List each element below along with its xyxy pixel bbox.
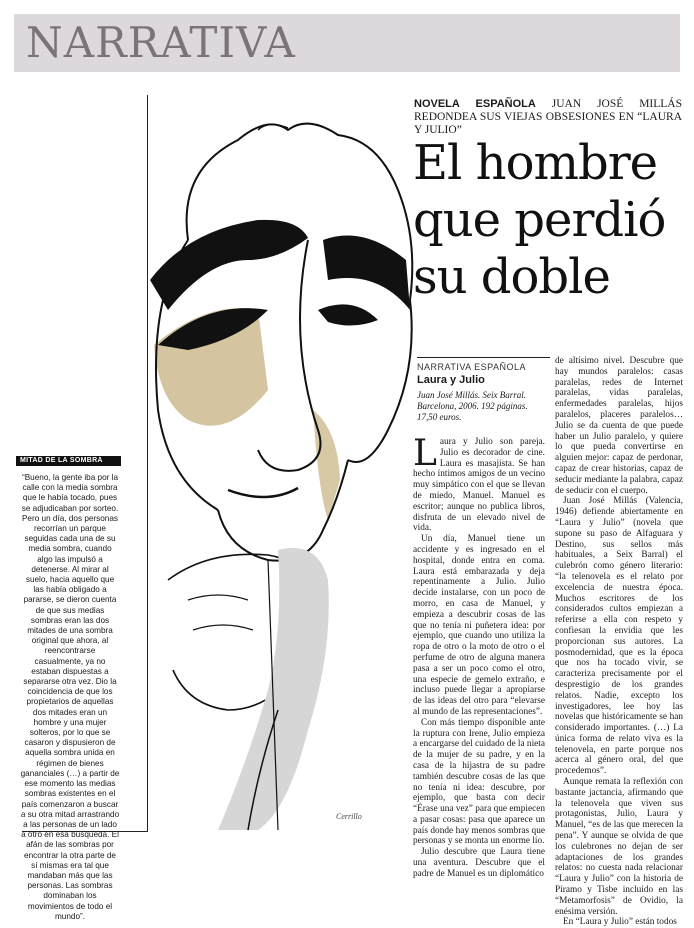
infobox-rule	[417, 357, 550, 358]
headline	[413, 135, 688, 306]
paragraph: de altísimo nivel. Descubre que hay mundos paralelos: casas paralelas, redes de Internet paralelas, vidas paralelas, enfermedades paralelas, hijos paralelos, placeres paralelos… Julio se da cuenta de que puede haber un Julio paralelo, y quiere lo que pueda convertirse en alguien mejor: capaz de perdonar, capaz de crear historias, capaz de seducir mediante la palabra, capaz de seducir con el cuerpo.	[555, 356, 683, 496]
sidebar-quote: “Bueno, la gente iba por la calle con la media sombra que le había tocado, pues se adjudicaban por sorteo. Pero un día, dos personas recorrían un parque seguidas cada una de su media sombra, cuando algo las impulsó a detenerse. Al mirar al suelo, hacia aquello que las había obligado a pararse, se dieron cuenta de que sus medias sombras eran las dos mitades de una sombra original que ahora, al reencontrarse casualmente, ya no estaban dispuestas a separarse otra vez. Dio la coincidencia de que los propietarios de aquellas dos mitades eran un hombre y una mujer solteros, por lo que se casaron y dispusieron de aquella sombra unida en régimen de bienes gananciales (…) a partir de ese momento las medias sombras existentes en el país comenzaron a buscar a su otra mitad arrastrando a las personas de un lado a otro en esa búsqueda. El afán de las sombras por encontrar la otra parte de sí mismas era tal que mandaban más que las personas. Las sombras dominaban los movimientos de todo el mundo”.	[20, 473, 120, 921]
kicker-text: JUAN JOSÉ MILLÁS REDONDEA SUS VIEJAS OBSESIONES EN “LAURA Y JULIO”	[414, 98, 682, 136]
paragraph: Julio descubre que Laura tiene una aventura. Descubre que el padre de Manuel es un diplomático	[413, 847, 545, 879]
book-publication: Juan José Millás. Seix Barral. Barcelona, 2006. 192 páginas. 17,50 euros.	[417, 390, 528, 422]
headline-line-1: El hombre	[413, 135, 658, 191]
article-column-2	[555, 356, 683, 928]
kicker	[414, 98, 682, 137]
section-title: NARRATIVA	[26, 18, 296, 67]
paragraph: En “Laura y Julio” están todos	[563, 917, 677, 928]
book-infobox	[417, 357, 550, 423]
caricature-illustration	[148, 110, 423, 840]
kicker-section-label: NOVELA ESPAÑOLA	[414, 98, 536, 110]
paragraph: Juan José Millás (Valencia, 1946) defiende abiertamente en “Laura y Julio” (novela que supone su paso de Alfaguara y Destino, sus sellos más habituales, a Seix Barral) el culebrón como género literario: “la telenovela es el relato por excelencia de nuestra época. Muchos escritores de los considerados cultos empiezan a referirse a ella con respeto y confiesan la envidia que les proporcionan sus autores. La posmodernidad, que es la época que nos ha tocado vivir, se caracteriza precisamente por el desprestigio de los grandes relatos. Nadie, excepto los investigadores, lee hoy las novelas que históricamente se han considerado importantes. (…) La única forma de relato viva es la telenovela, en parte porque nos acerca al género oral, del que procedemos”.	[555, 496, 683, 777]
headline-line-2: que perdió	[413, 192, 666, 248]
article-column-1	[413, 433, 545, 880]
section-banner	[14, 14, 680, 72]
infobox-label: NARRATIVA ESPAÑOLA	[417, 362, 527, 372]
sidebar-heading: MITAD DE LA SOMBRA	[16, 456, 121, 466]
headline-line-3: su doble	[413, 249, 610, 305]
illustration-signature: Cerrillo	[336, 812, 362, 821]
paragraph: Con más tiempo disponible ante la ruptura con Irene, Julio empieza a encargarse del cuidado de la nieta de la mujer de su padre, y en la casa de la hijastra de su padre también descubre cosas de las que no tenía ni idea: descubre, por ejemplo, que basta con decir “Érase una vez” para que empiecen a pasar cosas: pasa que aparece un país donde hay menos sombras que personas y se monta un enorme lío.	[413, 717, 545, 847]
book-title: Laura y Julio	[417, 374, 485, 386]
drop-cap: L	[413, 433, 437, 474]
paragraph: Aunque remata la reflexión con bastante jactancia, afirmando que la telenovela que viven sus protagonistas, Julio, Laura y Manuel, “es de las que merecen la pena”. Y aunque se olvida de que los culebrones no dejan de ser adaptaciones de los grandes relatos: no cuesta nada relacionar “Laura y Julio” con la historia de Píramo y Tisbe incluido en las “Metamorfosis” de Ovidio, la enésima versión.	[555, 777, 683, 917]
paragraph: Un día, Manuel tiene un accidente y es ingresado en el hospital, donde entra en coma. Laura está embarazada y deja repentinamente a Julio. Julio decide instalarse, con un poco de morro, en casa de Manuel, y empieza a descubrir cosas de las que no tenía ni puñetera idea: por ejemplo, que cuando uno utiliza la ropa de otro o la moto de otro o el perfume de otro de alguna manera pasa a ser un poco como el otro, una especie de gemelo extraño, e incluso puede llegar a apropiarse de las ideas del otro para “elevarse al mundo de las representaciones”.	[413, 534, 545, 717]
paragraph: Laura y Julio son pareja. Julio es decorador de cine. Laura es masajista. Se han hecho íntimos amigos de un vecino muy simpático con el que se llevan de miedo, Manuel. Manuel es escritor; aunque no publica libros, disfruta de un elevado nivel de vida.	[413, 433, 545, 534]
